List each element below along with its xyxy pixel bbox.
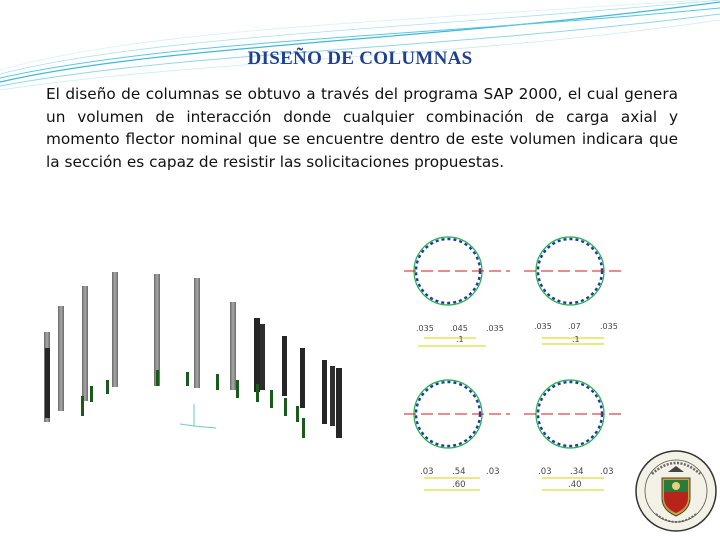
section-top-right bbox=[524, 237, 624, 344]
dim-left: .03 bbox=[420, 467, 434, 477]
column bbox=[154, 274, 160, 386]
column bbox=[282, 336, 287, 396]
dim-bottom: .40 bbox=[568, 480, 582, 490]
column-stub bbox=[90, 386, 93, 402]
column-stub bbox=[296, 406, 299, 422]
column bbox=[82, 286, 88, 401]
dim-center: .54 bbox=[452, 467, 466, 477]
dim-center: .34 bbox=[570, 467, 584, 477]
column bbox=[336, 368, 342, 438]
dim-bottom: .1 bbox=[456, 335, 464, 344]
column-stub bbox=[186, 372, 189, 386]
column bbox=[45, 348, 50, 418]
column-stub bbox=[270, 390, 273, 408]
column-stub bbox=[284, 398, 287, 416]
column bbox=[330, 366, 335, 426]
dim-right: .035 bbox=[486, 324, 504, 333]
university-seal-icon bbox=[634, 448, 718, 534]
column bbox=[112, 272, 118, 387]
dim-bottom: .1 bbox=[572, 335, 580, 344]
axes-triad-icon bbox=[180, 404, 216, 428]
dim-center: .07 bbox=[568, 322, 581, 331]
section-bottom-right bbox=[524, 380, 624, 490]
column-sections bbox=[398, 228, 638, 498]
column bbox=[254, 318, 260, 392]
section-top-left bbox=[404, 237, 510, 346]
dim-left: .03 bbox=[538, 467, 552, 477]
dim-right: .035 bbox=[600, 322, 618, 331]
dim-center: .045 bbox=[450, 324, 468, 333]
slide-title: DISEÑO DE COLUMNAS bbox=[247, 48, 473, 69]
column-stub bbox=[81, 396, 84, 416]
column-stub bbox=[106, 380, 109, 394]
body-paragraph: El diseño de columnas se obtuvo a través del programa SAP 2000, el cual genera un volumen de interacción donde cualquier combinación de carga axial y momento flector nominal que se encuentre dentro de este volumen indicara que la sección es capaz de resistir las solicitaciones propuestas. bbox=[46, 85, 678, 171]
column-stub bbox=[256, 384, 259, 402]
column-stub bbox=[156, 370, 159, 386]
column bbox=[194, 278, 200, 388]
dim-left: .035 bbox=[534, 322, 552, 331]
dim-right: .03 bbox=[600, 467, 614, 477]
dim-left: .035 bbox=[416, 324, 434, 333]
column-stub bbox=[236, 380, 239, 398]
column-3d-model bbox=[38, 262, 368, 452]
column-stub bbox=[216, 374, 219, 390]
column bbox=[230, 302, 236, 390]
dim-right: .03 bbox=[486, 467, 500, 477]
column-stub bbox=[302, 418, 305, 438]
header-decoration bbox=[0, 0, 720, 90]
column bbox=[300, 348, 305, 408]
column bbox=[58, 306, 64, 411]
column bbox=[260, 324, 265, 390]
section-bottom-left bbox=[404, 380, 510, 490]
column bbox=[322, 360, 327, 424]
dim-bottom: .60 bbox=[452, 480, 466, 490]
